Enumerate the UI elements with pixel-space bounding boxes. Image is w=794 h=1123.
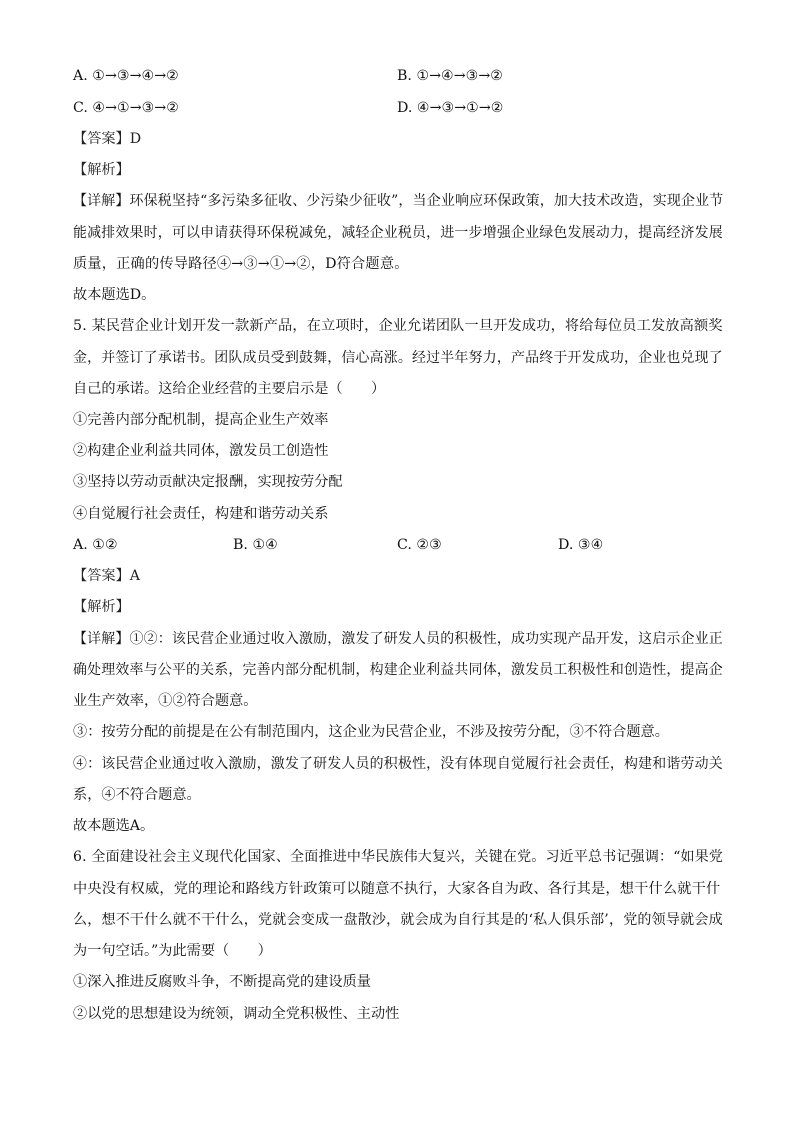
q5-item: ③坚持以劳动贡献决定报酬，实现按劳分配 bbox=[73, 474, 343, 490]
q4-option-c: C. ④→①→③→② bbox=[73, 100, 179, 116]
q5-item: ②构建企业利益共同体，激发员工创造性 bbox=[73, 443, 329, 459]
q6-item: ②以党的思想建设为统领，调动全党积极性、主动性 bbox=[73, 1006, 400, 1022]
q4-answer: 【答案】D bbox=[73, 131, 142, 147]
q6-stem-line: 6. 全面建设社会主义现代化国家、全面推进中华民族伟大复兴，关键在党。习近平总书记强调：“如果党 bbox=[73, 849, 724, 865]
q4-option-b: B. ①→④→③→② bbox=[397, 68, 503, 84]
q5-item: ①完善内部分配机制，提高企业生产效率 bbox=[73, 412, 329, 428]
q5-option-a: A. ①② bbox=[73, 537, 118, 553]
q5-option-c: C. ②③ bbox=[397, 537, 442, 553]
q5-detail-line: ③：按劳分配的前提是在公有制范围内，这企业为民营企业，不涉及按劳分配，③不符合题意。 bbox=[73, 724, 669, 740]
q5-stem-line: 金，并签订了承诺书。团队成员受到鼓舞，信心高涨。经过半年努力，产品终于开发成功，企业也兑现了 bbox=[73, 350, 723, 366]
q4-option-a: A. ①→③→④→② bbox=[73, 68, 179, 84]
q5-conclusion: 故本题选A。 bbox=[73, 818, 155, 834]
q4-conclusion: 故本题选D。 bbox=[73, 287, 156, 303]
q6-stem-line: 中央没有权威，党的理论和路线方针政策可以随意不执行，大家各自为政、各行其是，想干什么就干什 bbox=[73, 881, 721, 897]
q6-stem-line: 为一句空话。”为此需要（ ） bbox=[73, 943, 272, 959]
q5-option-b: B. ①④ bbox=[233, 537, 278, 553]
q5-detail-line: 业生产效率，①②符合题意。 bbox=[73, 693, 258, 709]
q5-detail-line: ④：该民营企业通过收入激励，激发了研发人员的积极性，没有体现自觉履行社会责任，构建和谐劳动关 bbox=[73, 756, 723, 772]
q4-detail-line: 能减排效果时，可以申请获得环保税减免，减轻企业税员，进一步增强企业绿色发展动力，提高经济发展 bbox=[73, 225, 723, 241]
q5-stem-line: 自己的承诺。这给企业经营的主要启示是（ ） bbox=[73, 381, 386, 397]
q5-option-d: D. ③④ bbox=[558, 537, 604, 553]
q5-stem-line: 5. 某民营企业计划开发一款新产品，在立项时，企业允诺团队一旦开发成功，将给每位员工发放高额奖 bbox=[73, 318, 723, 334]
q5-detail-line: 确处理效率与公平的关系，完善内部分配机制，构建企业利益共同体，激发员工积极性和创造性，提高企 bbox=[73, 662, 723, 678]
q5-analysis-title: 【解析】 bbox=[73, 599, 130, 615]
q5-detail-line: 系，④不符合题意。 bbox=[73, 787, 201, 803]
q6-item: ①深入推进反腐败斗争，不断提高党的建设质量 bbox=[73, 974, 371, 990]
q5-item: ④自觉履行社会责任，构建和谐劳动关系 bbox=[73, 506, 329, 522]
q4-detail-line: 质量，正确的传导路径④→③→①→②，D符合题意。 bbox=[73, 256, 409, 272]
q6-stem-line: 么，想不干什么就不干什么，党就会变成一盘散沙，就会成为自行其是的‘私人俱乐部’，党的领导就会成 bbox=[73, 912, 723, 928]
q5-detail-line: 【详解】①②：该民营企业通过收入激励，激发了研发人员的积极性，成功实现产品开发，这启示企业正 bbox=[73, 631, 723, 647]
q4-analysis-title: 【解析】 bbox=[73, 162, 130, 178]
q4-detail-line: 【详解】环保税坚持“多污染多征收、少污染少征收”，当企业响应环保政策，加大技术改造，实现企业节 bbox=[73, 193, 724, 209]
q5-answer: 【答案】A bbox=[73, 568, 140, 584]
q4-option-d: D. ④→③→①→② bbox=[397, 100, 504, 116]
